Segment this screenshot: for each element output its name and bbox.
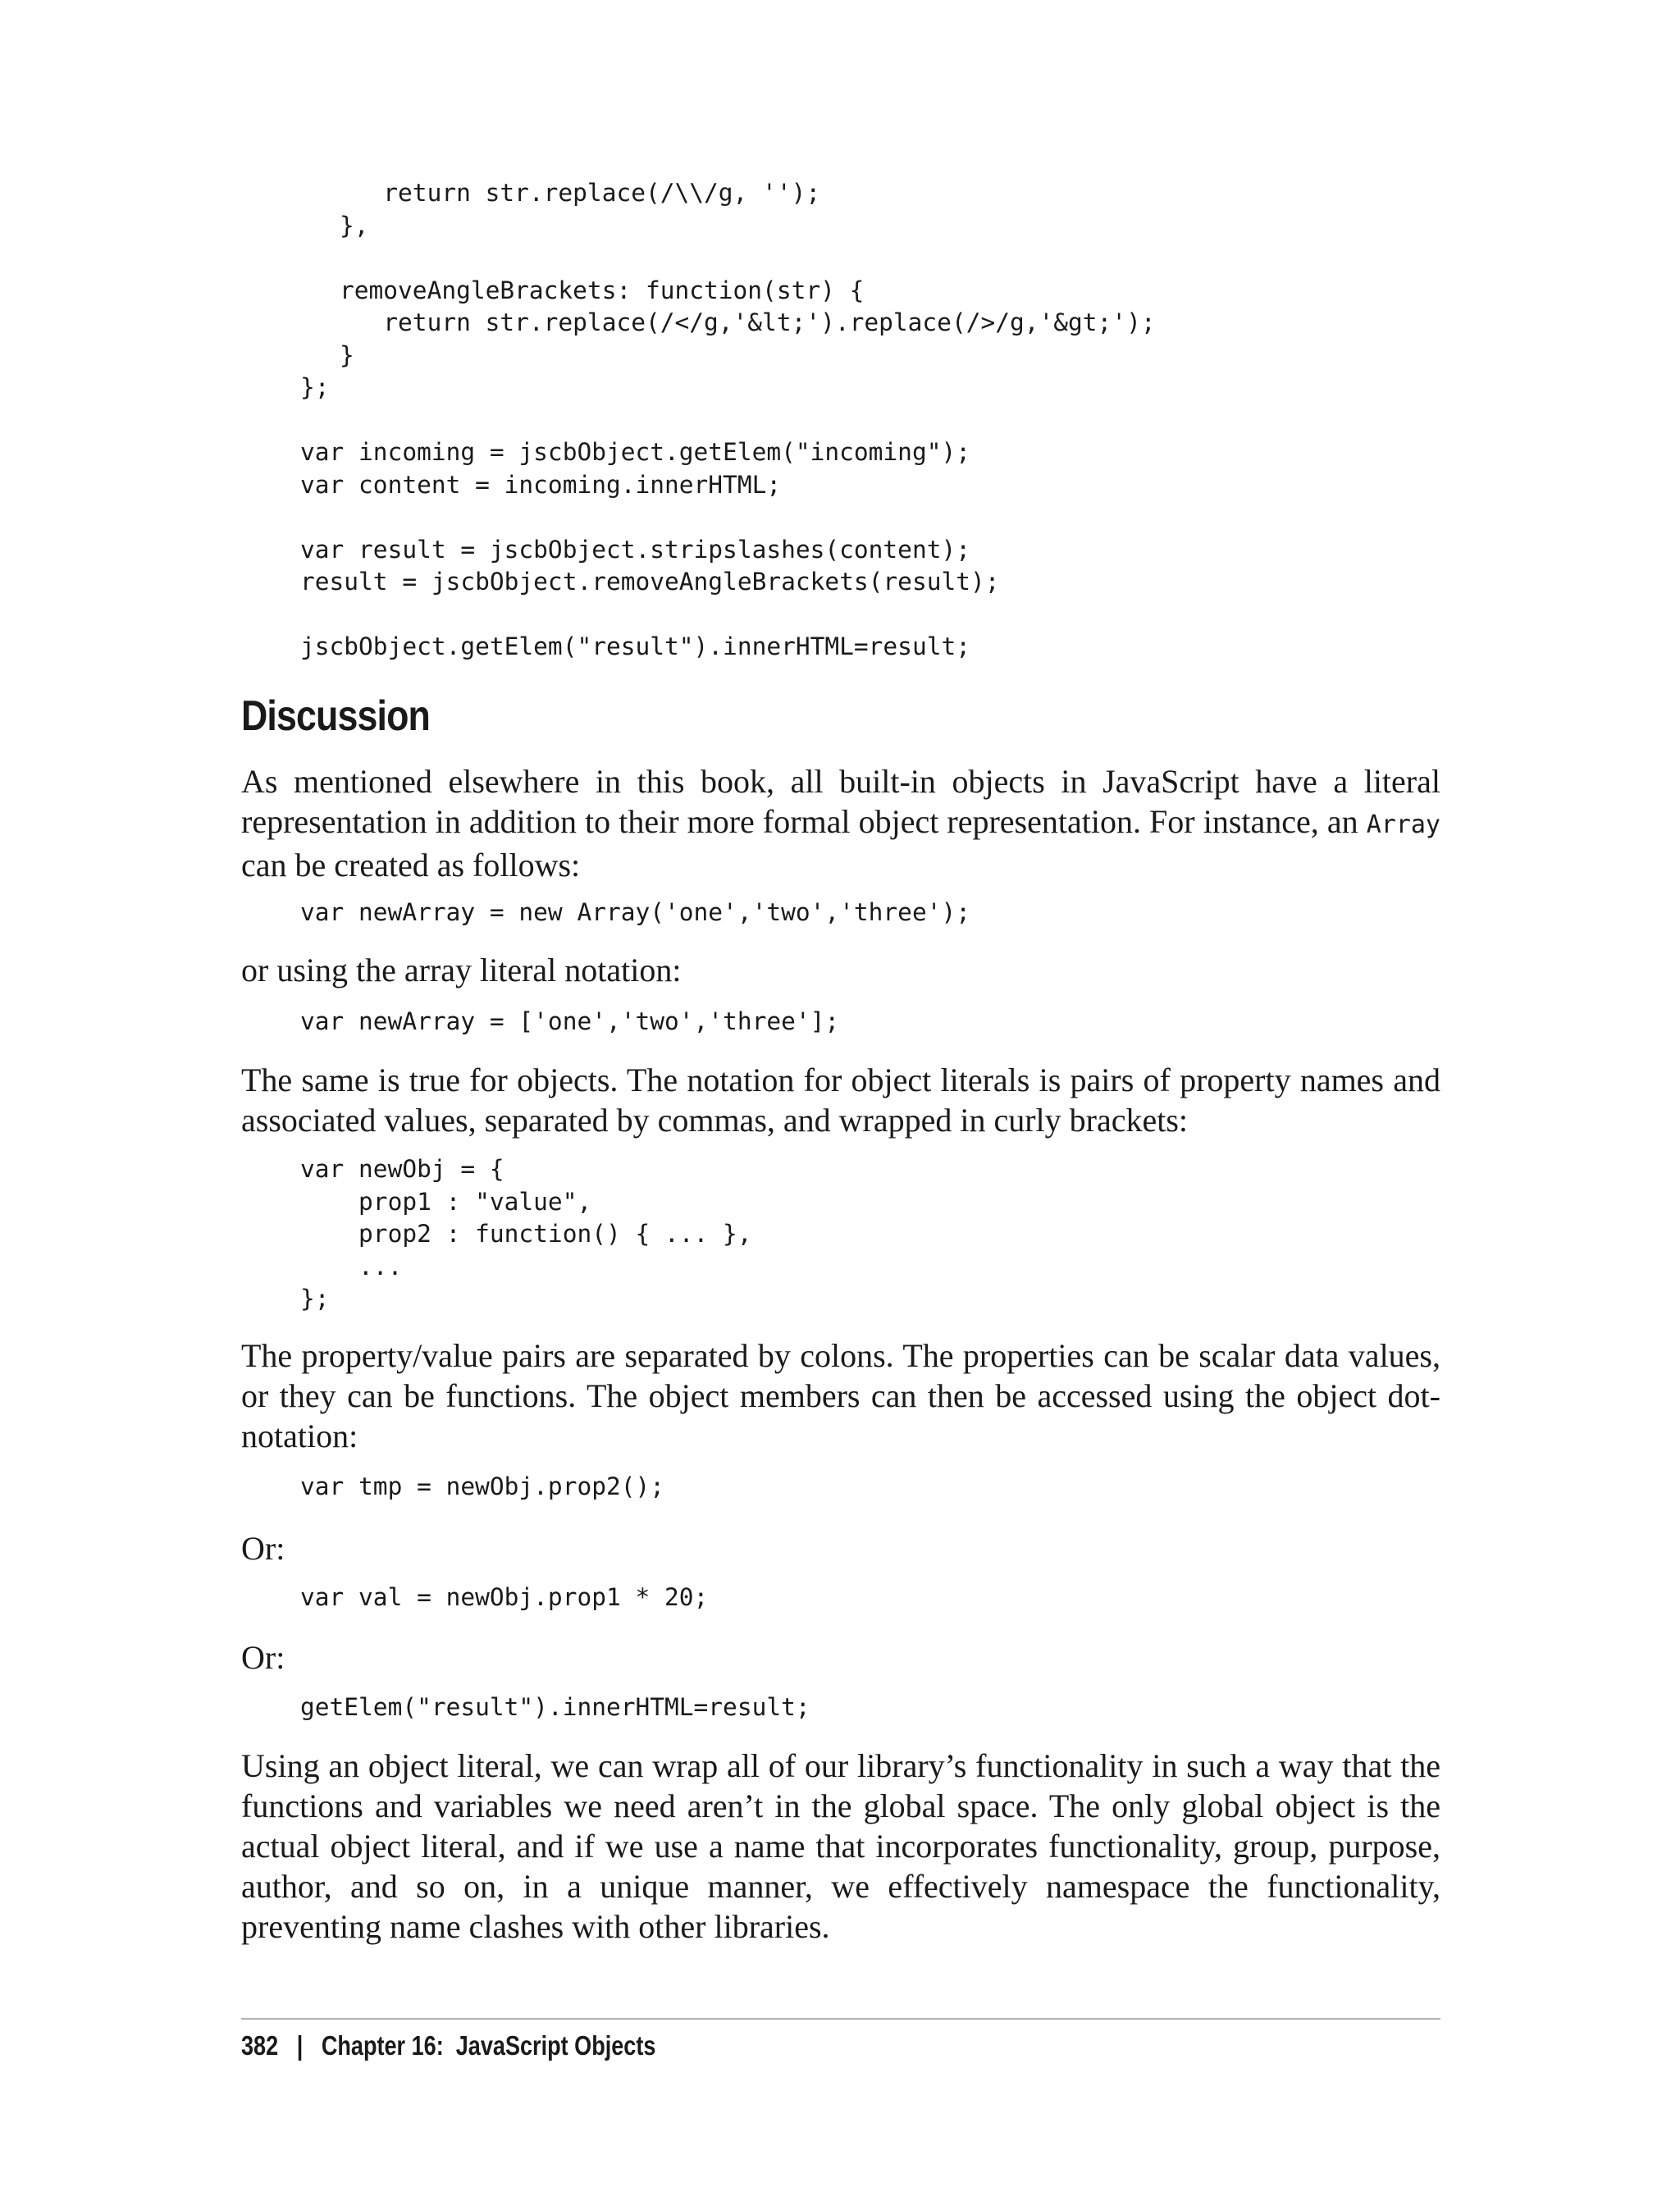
code-lines-object bbox=[241, 1153, 1440, 1316]
paragraph-text bbox=[241, 761, 1440, 885]
code-line: var val = newObj.prop1 * 20; bbox=[300, 1583, 709, 1611]
page-number: 382 bbox=[241, 2030, 279, 2061]
code-line: var newObj = { bbox=[300, 1155, 504, 1183]
code-line: return str.replace(/</g,'&lt;').replace(/>/g,'&gt;'); bbox=[340, 308, 1156, 336]
code-line: getElem("result").innerHTML=result; bbox=[300, 1693, 810, 1721]
paragraph-text-part: can be created as follows: bbox=[241, 847, 581, 883]
code-line: removeAngleBrackets: function(str) { bbox=[340, 276, 865, 304]
paragraph-text-part: As mentioned elsewhere in this book, all built-in objects in JavaScript have a literal representation in addition to their more formal object representation. For instance, an bbox=[241, 763, 1440, 840]
code-line: var tmp = newObj.prop2(); bbox=[300, 1472, 665, 1500]
page-title: Discussion bbox=[241, 692, 430, 740]
code-lines-top bbox=[241, 177, 1440, 372]
code-block-array1 bbox=[241, 897, 1440, 929]
code-line: prop2 : function() { ... }, bbox=[300, 1220, 752, 1248]
paragraph-1 bbox=[241, 761, 1440, 885]
code-line: var content = incoming.innerHTML; bbox=[300, 470, 782, 499]
page-footer bbox=[241, 2028, 655, 2064]
paragraph-4 bbox=[241, 1335, 1440, 1456]
code-line: }; bbox=[300, 373, 330, 401]
footer-rule bbox=[241, 2018, 1440, 2020]
paragraph-or-1 bbox=[241, 1528, 1440, 1568]
code-line: result = jscbObject.removeAngleBrackets(result); bbox=[300, 568, 1000, 596]
inline-code: Array bbox=[1366, 810, 1440, 839]
paragraph-2 bbox=[241, 950, 1440, 990]
code-line: var newArray = new Array('one','two','three'); bbox=[300, 898, 970, 926]
code-line: return str.replace(/\\/g, ''); bbox=[340, 179, 821, 207]
code-block-tmp bbox=[241, 1471, 1440, 1504]
paragraph-or-2 bbox=[241, 1637, 1440, 1678]
code-line: } bbox=[340, 340, 354, 369]
chapter-title: Chapter 16: JavaScript Objects bbox=[321, 2030, 656, 2061]
code-block-main bbox=[241, 372, 1440, 664]
code-block-array2 bbox=[241, 1006, 1440, 1039]
code-line: jscbObject.getElem("result").innerHTML=result; bbox=[300, 632, 970, 660]
footer-separator: | bbox=[296, 2030, 304, 2061]
paragraph-3 bbox=[241, 1060, 1440, 1140]
paragraph-text: The same is true for objects. The notation for object literals is pairs of property names and associated values, separated by commas, and wrapped in curly brackets: bbox=[241, 1061, 1440, 1139]
code-block-top bbox=[241, 177, 1440, 372]
paragraph-text: or using the array literal notation: bbox=[241, 952, 682, 988]
paragraph-text: The property/value pairs are separated by colons. The properties can be scalar data values, or they can be functions. The object members can then be accessed using the object dot-notation: bbox=[241, 1337, 1440, 1454]
section-heading bbox=[241, 692, 1440, 741]
code-line: var incoming = jscbObject.getElem("incoming"); bbox=[300, 438, 970, 466]
code-block-val bbox=[241, 1582, 1440, 1614]
paragraph-text: Using an object literal, we can wrap all of our library’s functionality in such a way that the functions and variables we need aren’t in the global space. The only global object is the actual object literal, and if we use a name that incorporates functionality, group, purpose, author, and so on, in a unique manner, we effectively namespace the functionality, preventing name clashes with other libraries. bbox=[241, 1747, 1440, 1945]
code-line: var newArray = ['one','two','three']; bbox=[300, 1007, 840, 1035]
code-lines-main bbox=[241, 372, 1440, 664]
code-line: }; bbox=[300, 1285, 330, 1312]
code-block-object bbox=[241, 1153, 1440, 1316]
code-line: var result = jscbObject.stripslashes(content); bbox=[300, 535, 970, 564]
paragraph-text: Or: bbox=[241, 1639, 285, 1676]
code-line: }, bbox=[340, 211, 369, 240]
code-line: prop1 : "value", bbox=[300, 1187, 592, 1216]
paragraph-text: Or: bbox=[241, 1530, 285, 1567]
code-line: ... bbox=[300, 1252, 403, 1281]
paragraph-5 bbox=[241, 1746, 1440, 1947]
code-block-getelem bbox=[241, 1691, 1440, 1724]
